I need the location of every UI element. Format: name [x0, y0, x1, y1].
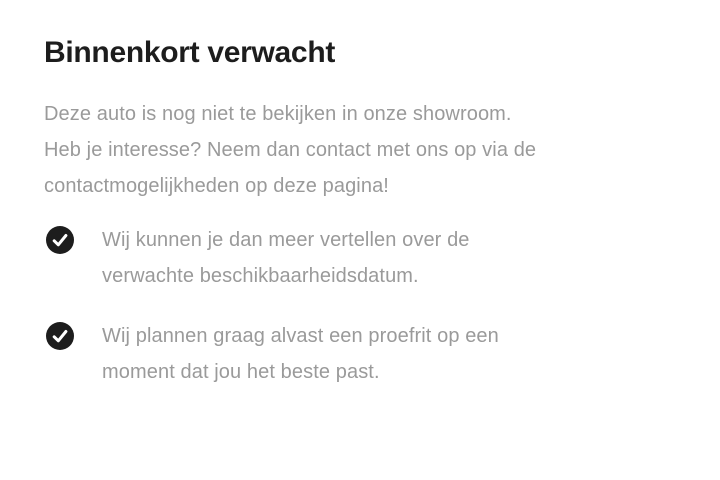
list-item-text [102, 318, 499, 390]
benefits-list [44, 222, 676, 390]
list-item [44, 222, 676, 294]
list-item [44, 318, 676, 390]
list-item-line: verwachte beschikbaarheidsdatum. [102, 264, 419, 287]
list-item-text [102, 222, 470, 294]
list-item-line: moment dat jou het beste past. [102, 360, 380, 383]
list-item-line: Wij plannen graag alvast een proefrit op een [102, 324, 499, 347]
page-title: Binnenkort verwacht [44, 36, 336, 69]
check-circle-icon [46, 322, 74, 350]
intro-paragraph [44, 96, 676, 204]
check-circle-icon [46, 226, 74, 254]
intro-line-2: Heb je interesse? Neem dan contact met ons op via de [44, 138, 537, 161]
intro-line-3: contactmogelijkheden op deze pagina! [44, 174, 389, 197]
list-item-line: Wij kunnen je dan meer vertellen over de [102, 228, 470, 251]
intro-line-1: Deze auto is nog niet te bekijken in onze showroom. [44, 102, 512, 125]
